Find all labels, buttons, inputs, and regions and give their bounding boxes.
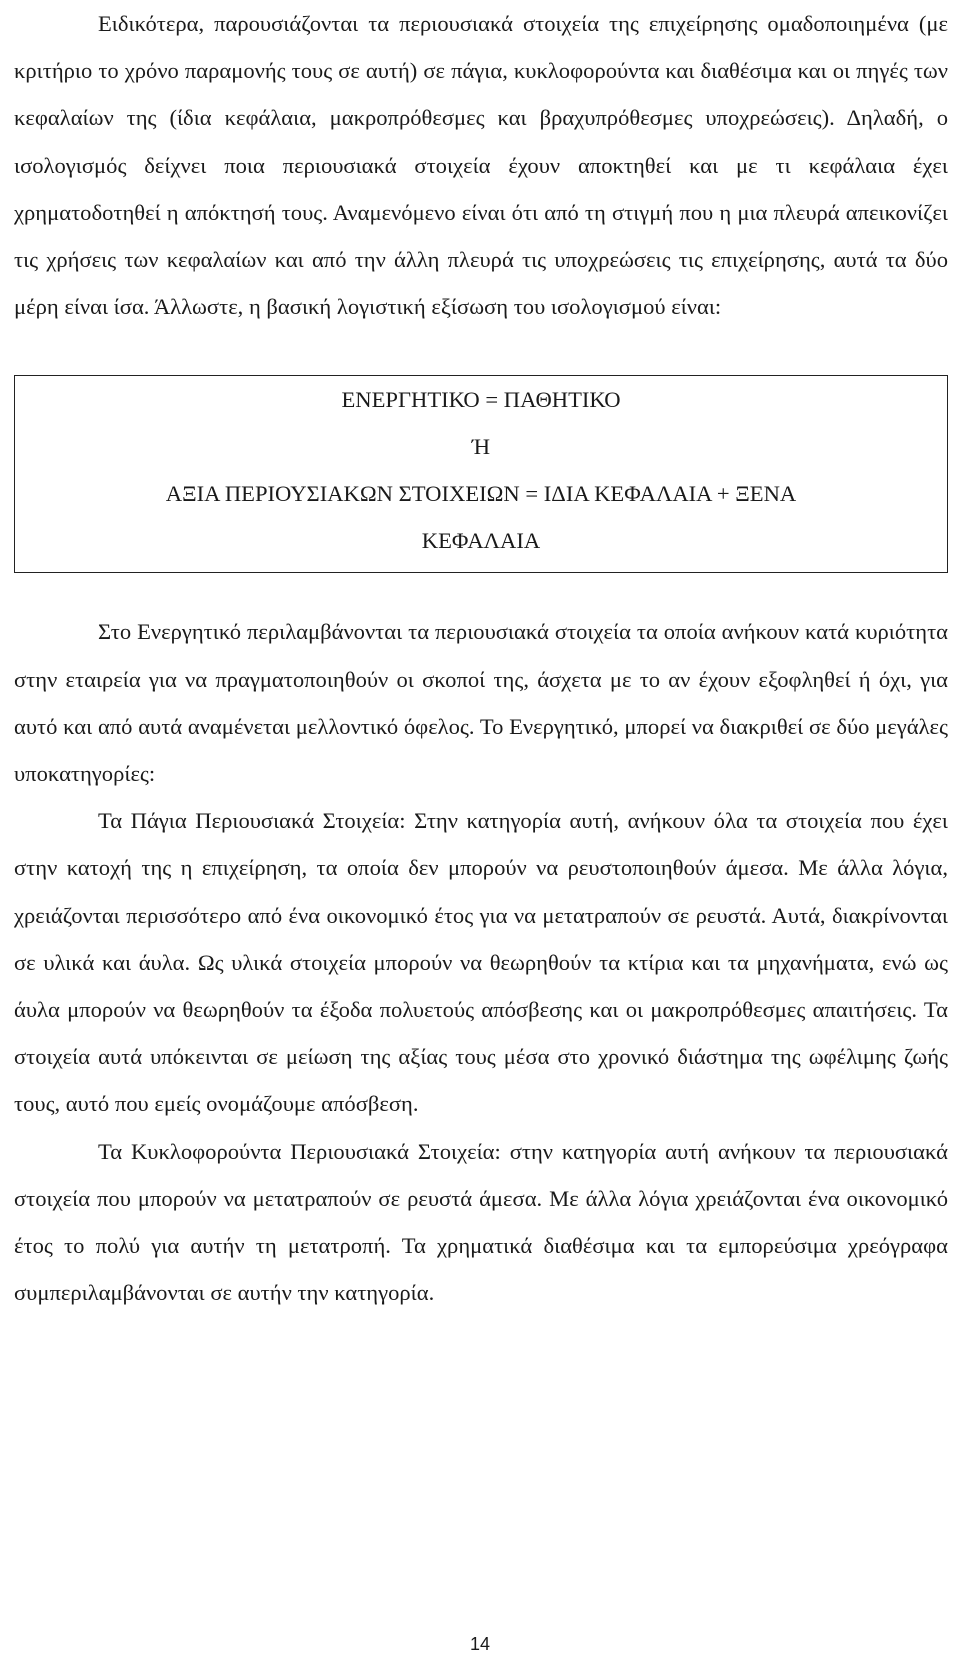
- paragraph-assets: Στο Ενεργητικό περιλαμβάνονται τα περιουσιακά στοιχεία τα οποία ανήκουν κατά κυριότητα στην εταιρεία για να πραγματοποιηθούν οι σκοποί της, άσχετα με το αν έχουν εξοφληθεί ή όχι, για αυτό και από αυτά αναμένεται μελλοντικό όφελος. Το Ενεργητικό, μπορεί να διακριθεί σε δύο μεγάλες υποκατηγορίες:: [14, 619, 948, 787]
- paragraph-current-assets: Τα Κυκλοφορούντα Περιουσιακά Στοιχεία: στην κατηγορία αυτή ανήκουν τα περιουσιακά στοιχεία που μπορούν να μετατραπούν σε ρευστά άμεσα. Με άλλα λόγια χρειάζονται ένα οικονομικό έτος το πολύ για αυτήν τη μετατροπή. Τα χρηματικά διαθέσιμα και τα εμπορεύσιμα χρεόγραφα συμπεριλαμβάνονται σε αυτήν την κατηγορία.: [14, 1138, 948, 1306]
- paragraph-fixed-assets: Τα Πάγια Περιουσιακά Στοιχεία: Στην κατηγορία αυτή, ανήκουν όλα τα στοιχεία που έχει στην κατοχή της η επιχείρηση, τα οποία δεν μπορούν να ρευστοποιηθούν άμεσα. Με άλλα λόγια, χρειάζονται περισσότερο από ένα οικονομικό έτος για να μετατραπούν σε ρευστά. Αυτά, διακρίνονται σε υλικά και άυλα. Ως υλικά στοιχεία μπορούν να θεωρηθούν τα κτίρια και τα μηχανήματα, ενώ ως άυλα μπορούν να θεωρηθούν τα έξοδα πολυετούς απόσβεσης και οι μακροπρόθεσμες απαιτήσεις. Τα στοιχεία αυτά υπόκεινται σε μείωση της αξίας τους μέσα στο χρονικό διάστημα της ωφέλιμης ζωής τους, αυτό που εμείς ονομάζουμε απόσβεση.: [14, 808, 948, 1117]
- equation-line: ΚΕΦΑΛΑΙΑ: [421, 528, 541, 554]
- equation-line: ΑΞΙΑ ΠΕΡΙΟΥΣΙΑΚΩΝ ΣΤΟΙΧΕΙΩΝ = ΙΔΙΑ ΚΕΦΑΛΑΙΑ + ΞΕΝΑ: [165, 481, 797, 507]
- equation-or: Ή: [471, 434, 491, 460]
- paragraph-intro: Ειδικότερα, παρουσιάζονται τα περιουσιακά στοιχεία της επιχείρησης ομαδοποιημένα (με κριτήριο το χρόνο παραμονής τους σε αυτή) σε πάγια, κυκλοφορούντα και διαθέσιμα και οι πηγές των κεφαλαίων της (ίδια κεφάλαια, μακροπρόθεσμες και βραχυπρόθεσμες υποχρεώσεις). Δηλαδή, ο ισολογισμός δείχνει ποια περιουσιακά στοιχεία έχουν αποκτηθεί και με τι κεφάλαια έχει χρηματοδοτηθεί η απόκτησή τους. Αναμενόμενο είναι ότι από τη στιγμή που η μια πλευρά απεικονίζει τις χρήσεις των κεφαλαίων και από την άλλη πλευρά τις υποχρεώσεις τις επιχείρησης, αυτά τα δύο μέρη είναι ίσα. Άλλωστε, η βασική λογιστική εξίσωση του ισολογισμού είναι:: [14, 11, 948, 320]
- equation-box: [14, 375, 948, 573]
- equation-line: ΕΝΕΡΓΗΤΙΚΟ = ΠΑΘΗΤΙΚΟ: [341, 387, 621, 413]
- page-number: 14: [469, 1634, 491, 1654]
- document-page: [14, 0, 948, 1316]
